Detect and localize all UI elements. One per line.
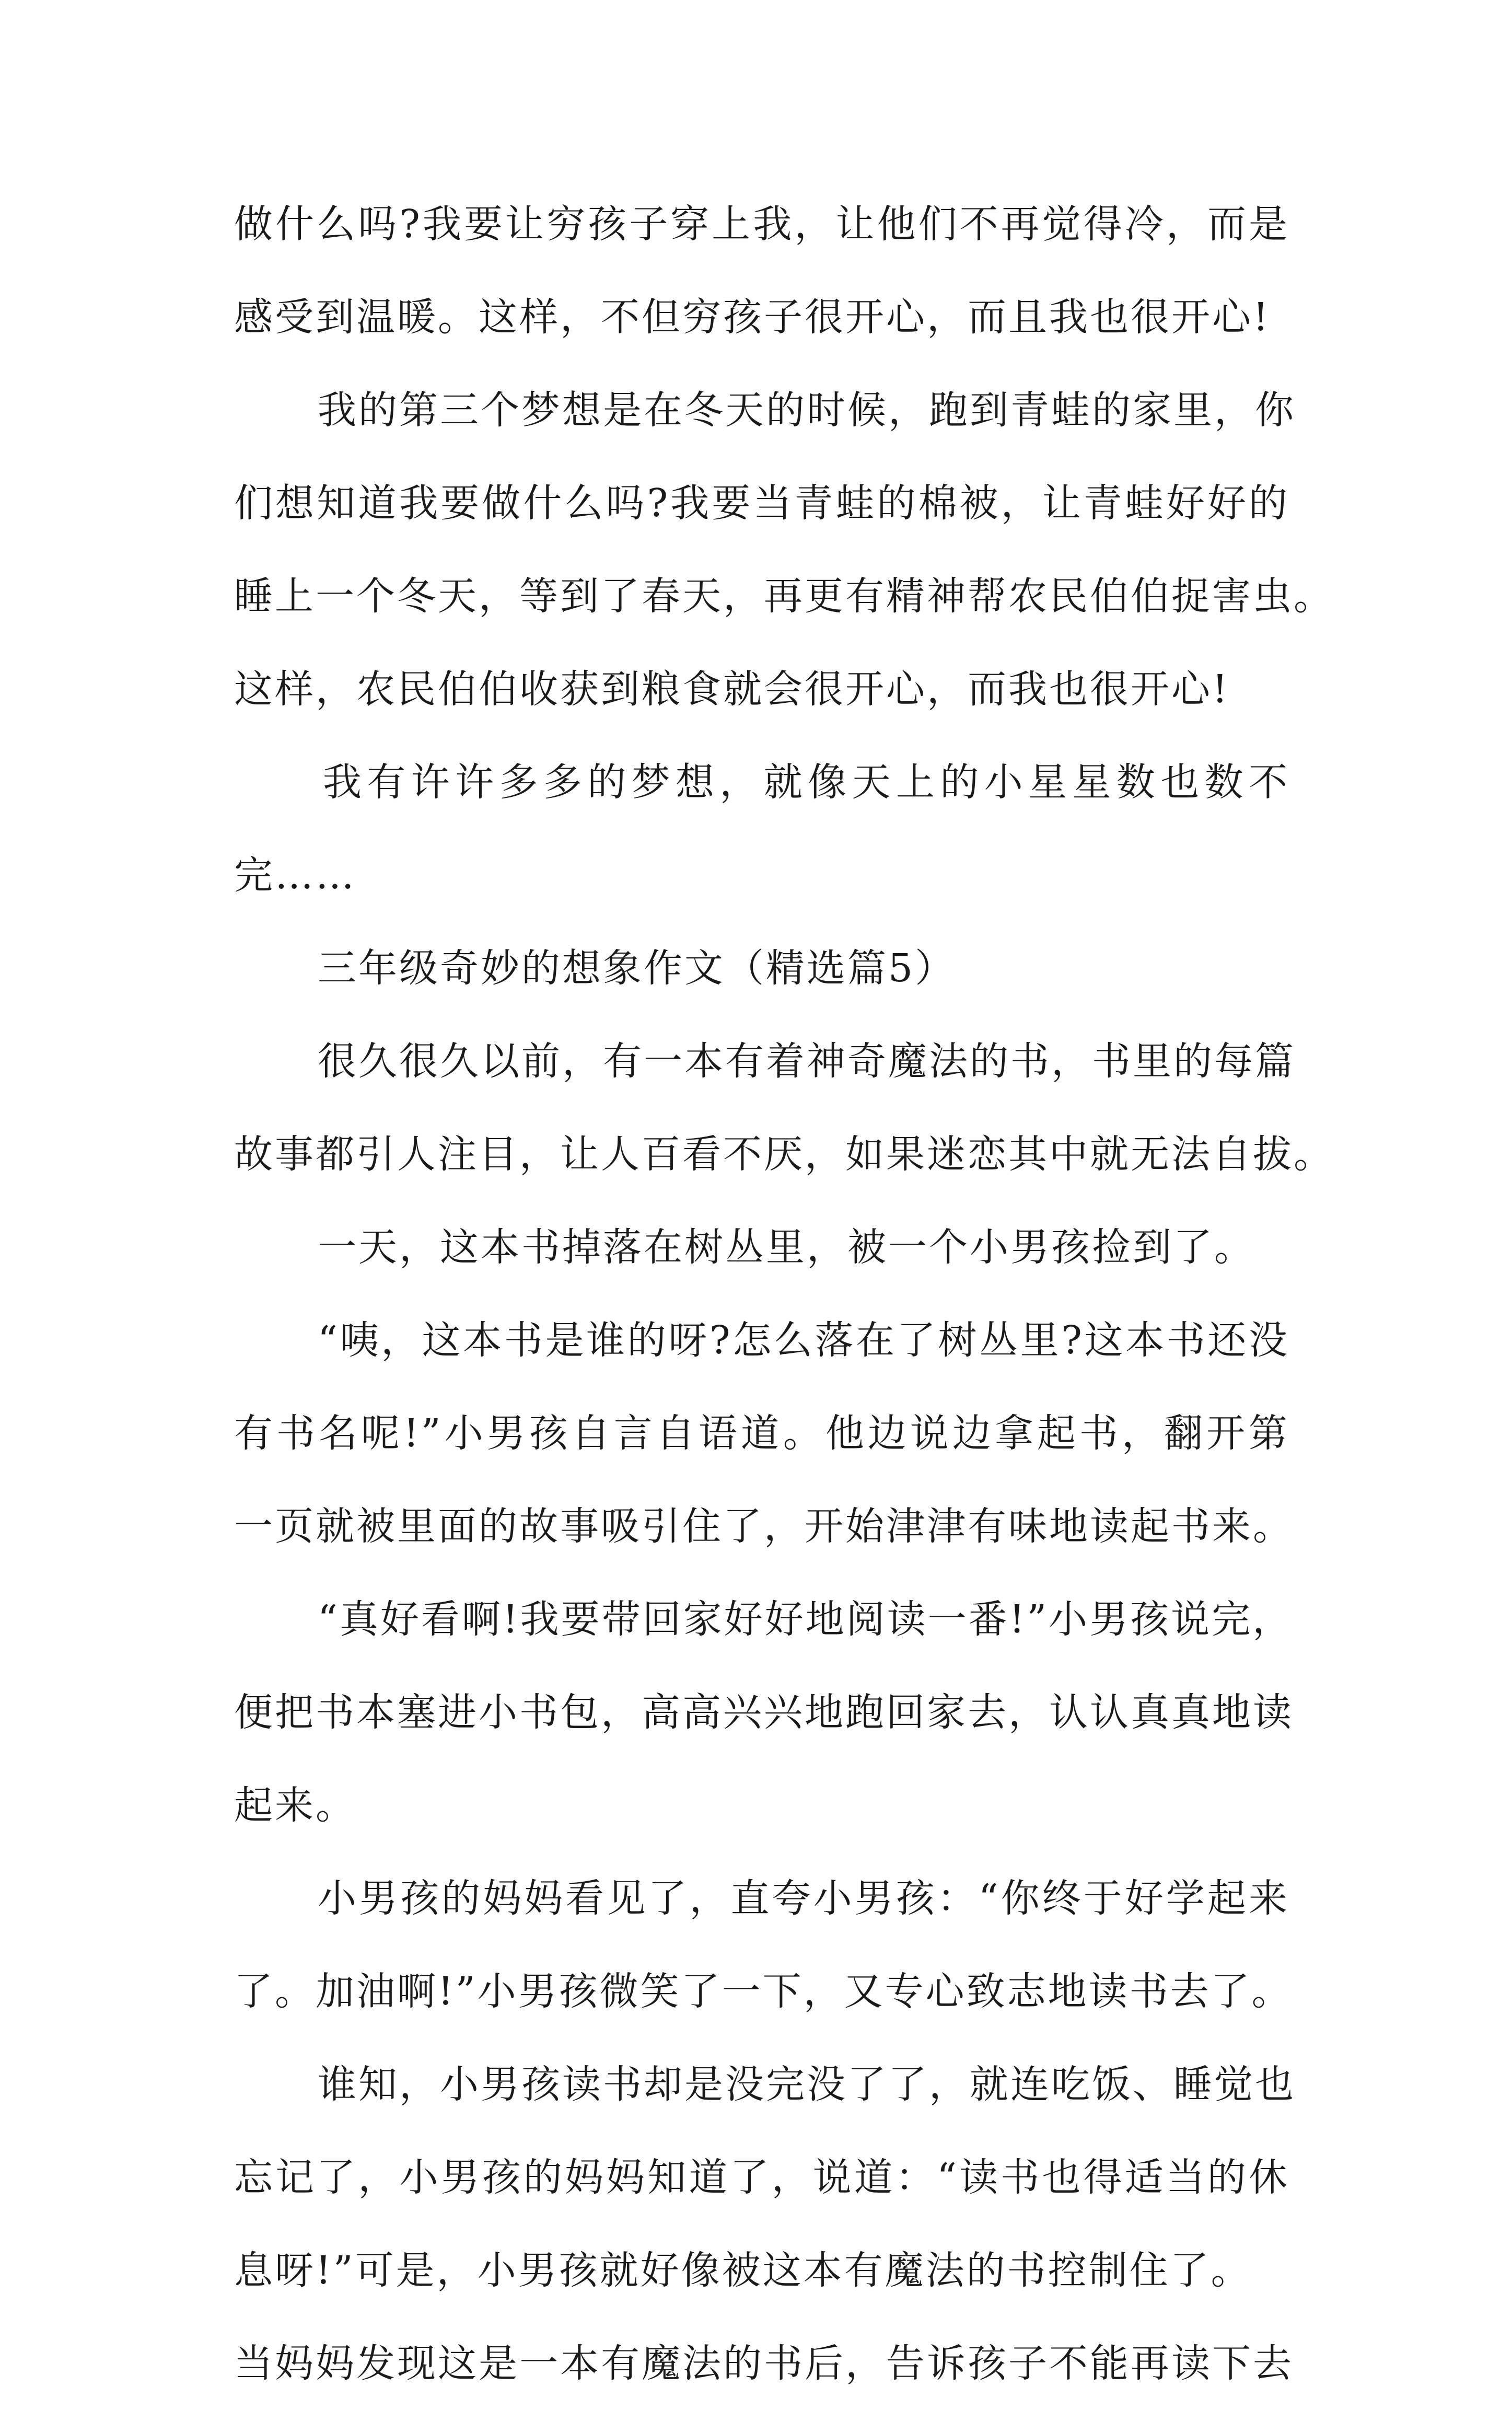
text-line: 一天，这本书掉落在树丛里，被一个小男孩捡到了。 xyxy=(318,1225,1255,1270)
text-line: 便把书本塞进小书包，高高兴兴地跑回家去，认认真真地读 xyxy=(234,1690,1294,1735)
text-line: 一页就被里面的故事吸引住了，开始津津有味地读起书来。 xyxy=(234,1504,1294,1549)
text-line: 们想知道我要做什么吗?我要当青蛙的棉被，让青蛙好好的 xyxy=(234,481,1289,526)
text-line: 我有许许多多的梦想，就像天上的小星星数也数不 xyxy=(323,760,1289,805)
text-line: 息呀!”可是，小男孩就好像被这本有魔法的书控制住了。 xyxy=(234,2248,1252,2293)
text-line: 这样，农民伯伯收获到粮食就会很开心，而我也很开心! xyxy=(234,667,1230,712)
text-line: 做什么吗?我要让穷孩子穿上我，让他们不再觉得冷，而是 xyxy=(234,202,1289,247)
text-line: 很久很久以前，有一本有着神奇魔法的书，书里的每篇 xyxy=(318,1039,1296,1084)
text-line: 有书名呢!”小男孩自言自语道。他边说边拿起书，翻开第 xyxy=(234,1411,1289,1456)
text-line: “咦，这本书是谁的呀?怎么落在了树丛里?这本书还没 xyxy=(318,1318,1289,1363)
text-line: 完…… xyxy=(234,853,356,898)
text-line: 我的第三个梦想是在冬天的时候，跑到青蛙的家里，你 xyxy=(318,388,1296,433)
text-line: “真好看啊!我要带回家好好地阅读一番!”小男孩说完， xyxy=(318,1597,1294,1642)
document-body xyxy=(234,178,1334,2410)
text-line: 故事都引人注目，让人百看不厌，如果迷恋其中就无法自拔。 xyxy=(234,1132,1334,1177)
text-line: 感受到温暖。这样，不但穷孩子很开心，而且我也很开心! xyxy=(234,295,1271,340)
text-line: 了。加油啊!”小男孩微笑了一下，又专心致志地读书去了。 xyxy=(234,1969,1293,2014)
section-heading: 三年级奇妙的想象作文（精选篇5） xyxy=(318,946,956,991)
text-line: 谁知，小男孩读书却是没完没了了，就连吃饭、睡觉也 xyxy=(318,2062,1296,2107)
text-line: 起来。 xyxy=(234,1783,356,1828)
text-line: 当妈妈发现这是一本有魔法的书后，告诉孩子不能再读下去 xyxy=(234,2341,1294,2386)
text-line: 睡上一个冬天，等到了春天，再更有精神帮农民伯伯捉害虫。 xyxy=(234,574,1334,619)
text-line: 小男孩的妈妈看见了，直夸小男孩：“你终于好学起来 xyxy=(318,1876,1289,1921)
text-line: 忘记了，小男孩的妈妈知道了，说道：“读书也得适当的休 xyxy=(234,2155,1289,2200)
